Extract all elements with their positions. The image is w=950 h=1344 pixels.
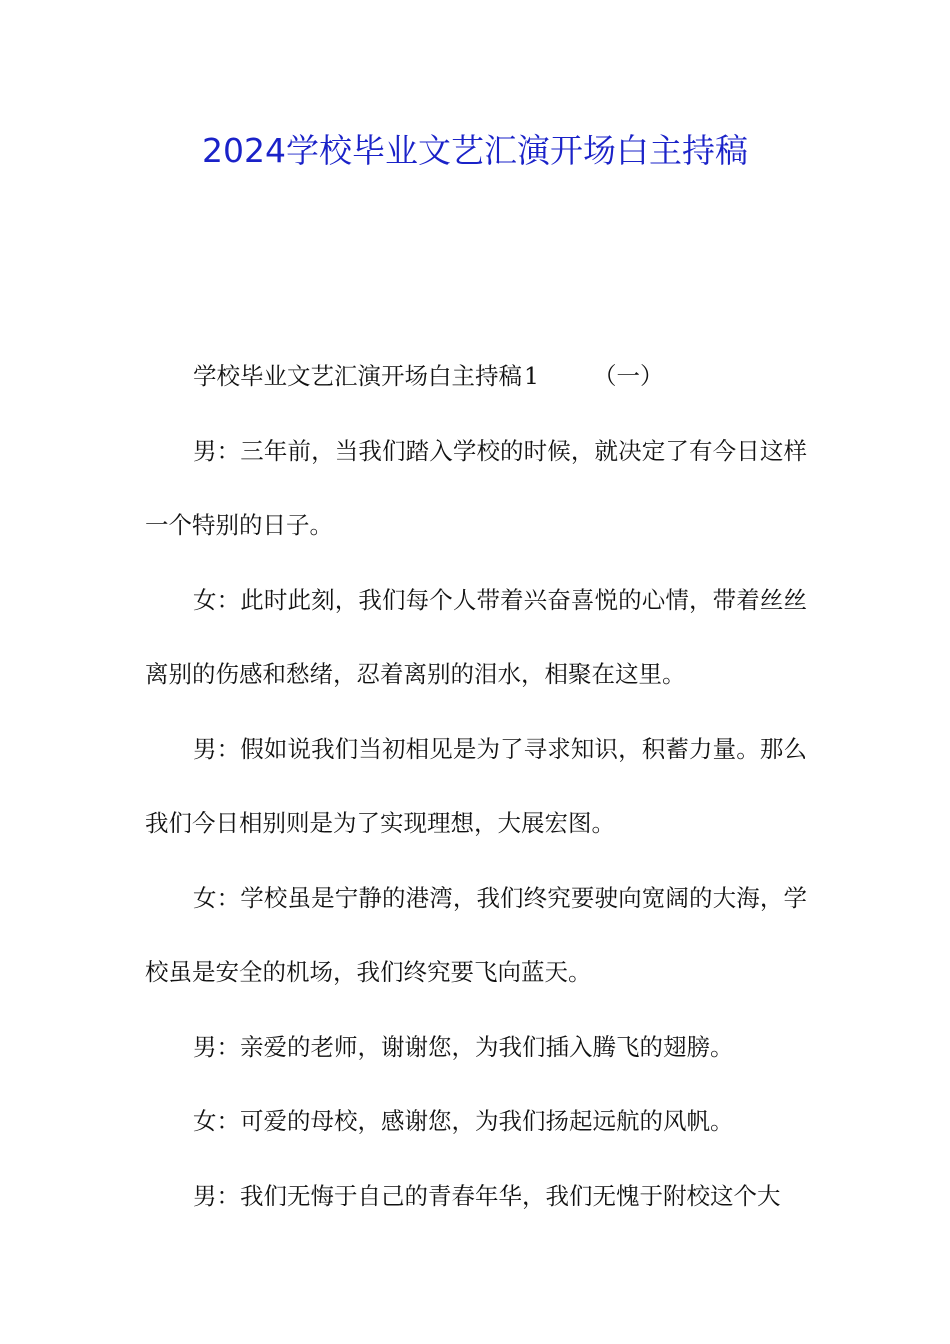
subtitle-text: 学校毕业文艺汇演开场白主持稿 (193, 362, 522, 390)
subtitle-number: 1 (524, 362, 539, 390)
dialogue-paragraph: 男：亲爱的老师，谢谢您，为我们插入腾飞的翅膀。 (193, 1032, 734, 1061)
dialogue-paragraph: 女：学校虽是宁静的港湾，我们终究要驶向宽阔的大海，学校虽是安全的机场，我们终究要飞向蓝天。 (145, 883, 807, 986)
dialogue-paragraph: 男：假如说我们当初相见是为了寻求知识，积蓄力量。那么我们今日相别则是为了实现理想，大展宏图。 (145, 734, 807, 837)
dialogue-paragraph: 男：三年前，当我们踏入学校的时候，就决定了有今日这样一个特别的日子。 (145, 436, 807, 539)
document-title: 2024学校毕业文艺汇演开场白主持稿 (202, 131, 748, 170)
section-subtitle (145, 339, 807, 414)
dialogue-paragraph: 女：此时此刻，我们每个人带着兴奋喜悦的心情，带着丝丝离别的伤感和愁绪，忍着离别的泪水，相聚在这里。 (145, 585, 807, 688)
dialogue-paragraph: 男：我们无悔于自己的青春年华，我们无愧于附校这个大 (193, 1181, 781, 1210)
dialogue-paragraph: 女：可爱的母校，感谢您，为我们扬起远航的风帆。 (193, 1107, 734, 1135)
document-body (145, 339, 807, 1233)
subtitle-part: （一） (592, 362, 664, 390)
